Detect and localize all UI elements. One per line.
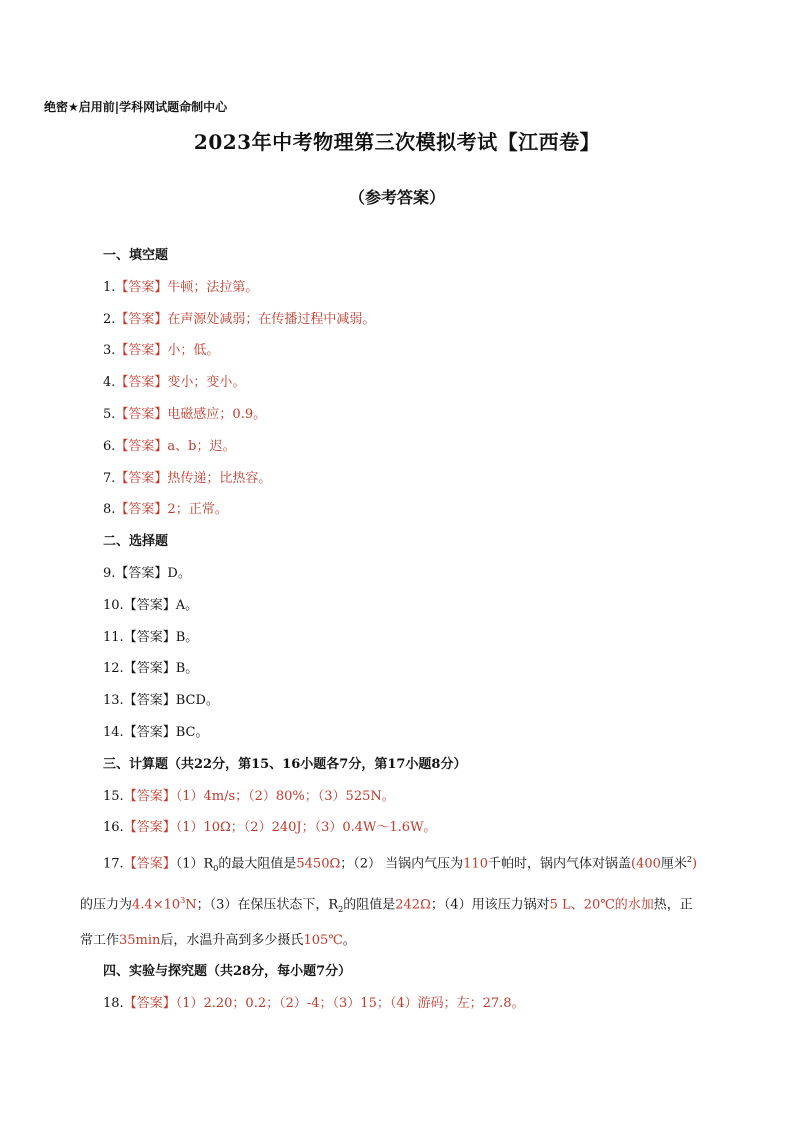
answer-value: ) [692,856,698,872]
answer-text-part: ；（2） 当锅内气压为 [340,856,464,872]
item-number: 15. [103,788,124,804]
answer-item-3 [103,335,715,367]
answer-text-part: 的压力为 [80,896,133,912]
section-heading-fill-blank: 一、填空题 [103,248,169,263]
answer-item-11 [103,622,715,654]
answer-value: 5450Ω [296,856,341,872]
answer-tag: 【答案】 [123,724,176,740]
answer-tag: 【答案】 [123,597,176,613]
answer-text-part: 的最大阻值是 [218,856,297,872]
answer-text: A。 [175,597,199,613]
page-subtitle: （参考答案） [348,188,445,207]
answer-text-part: ；（4）用该压力锅对 [430,896,550,912]
answer-tag: 【答案】 [115,406,168,422]
answer-text: 2；正常。 [167,502,228,518]
item-number: 14. [103,724,124,740]
answer-tag: 【答案】 [123,693,176,709]
answer-value: 5 L、20℃的水加 [549,896,654,912]
answer-text: （1）10Ω；（2）240J；（3）0.4W～1.6W。 [175,820,437,836]
answer-text: 小；低。 [167,343,220,359]
answer-text: 热传递；比热容。 [167,470,272,486]
item-number: 11. [103,629,124,645]
answer-tag: 【答案】 [115,502,168,518]
answer-text-part: 厘米 [660,856,687,872]
confidential-label: 绝密★启用前|学科网试题命制中心 [44,100,228,114]
answer-item-18 [103,988,715,1020]
answer-text: B。 [175,629,199,645]
item-number: 12. [103,661,124,677]
superscript: 3 [180,895,186,905]
item-number: 9. [103,565,116,581]
subscript: 2 [338,904,344,914]
section-heading-experiment: 四、实验与探究题（共28分，每小题7分） [103,964,352,980]
answer-value: 105℃ [303,932,343,948]
answer-tag: 【答案】 [115,565,168,581]
answer-item-4 [103,367,715,399]
item-number: 3. [103,343,116,359]
answer-tag: 【答案】 [115,438,168,454]
answer-tag: 【答案】 [123,996,176,1012]
item-number: 7. [103,470,116,486]
item-number: 6. [103,438,116,454]
section-heading-choice: 二、选择题 [103,534,169,550]
answer-tag: 【答案】 [115,279,168,295]
answer-tag: 【答案】 [123,820,176,836]
answer-text-part: （1）R [175,856,214,872]
answer-item-2 [103,304,715,336]
answer-text-part: 后，水温升高到多少摄氏 [160,932,304,948]
answer-text-part: 。 [342,932,356,948]
superscript: 2 [686,855,692,865]
item-number: 8. [103,502,116,518]
answer-item-17 [80,844,700,956]
answer-text: BCD。 [175,693,219,709]
answer-text: a、b；迟。 [167,438,236,454]
answer-item-16 [103,812,715,844]
answer-value: 110 [463,856,488,872]
answer-tag: 【答案】 [123,661,176,677]
answer-text-part: ；（3）在保压状态下，R [196,896,339,912]
answer-item-1 [103,272,715,304]
answer-item-9 [103,558,715,590]
answer-list [80,240,715,1020]
section-heading-calculation: 三、计算题（共22分，第15、16小题各7分，第17小题8分） [103,756,467,772]
answer-item-15 [103,781,715,813]
answer-text: （1）2.20；0.2；（2）-4；（3）15；（4）游码；左；27.8。 [175,996,525,1012]
answer-tag: 【答案】 [115,343,168,359]
answer-value: (400 [631,856,661,872]
answer-item-13 [103,685,715,717]
answer-text: 在声源处减弱；在传播过程中减弱。 [167,311,376,327]
answer-item-7 [103,463,715,495]
answer-text-part: 千帕时，锅内气体对锅盖 [487,856,631,872]
answer-value: 4.4×10 [132,896,181,912]
answer-tag: 【答案】 [115,311,168,327]
answer-tag: 【答案】 [115,375,168,391]
item-number: 10. [103,597,124,613]
answer-text: 变小；变小。 [167,375,246,391]
item-number: 4. [103,375,116,391]
answer-text: B。 [175,661,199,677]
item-number: 13. [103,693,124,709]
answer-text-part: 热，正常工作 [80,896,693,948]
answer-value: 242Ω [395,896,431,912]
answer-text: （1）4m/s；（2）80%；（3）525N。 [175,788,395,804]
item-number: 16. [103,820,124,836]
answer-value: N [185,896,197,912]
answer-text: D。 [167,565,191,581]
answer-text-part: 的阻值是 [343,896,396,912]
answer-item-14 [103,717,715,749]
answer-text: 电磁感应；0.9。 [167,406,267,422]
answer-text: 牛顿；法拉第。 [167,279,259,295]
answer-text: BC。 [175,724,209,740]
answer-item-5 [103,399,715,431]
answer-value: 35min [119,932,161,948]
subscript: 0 [213,864,219,874]
page-title: 2023年中考物理第三次模拟考试【江西卷】 [193,130,601,154]
answer-tag: 【答案】 [123,629,176,645]
answer-item-10 [103,590,715,622]
item-number: 1. [103,279,116,295]
item-number: 17. [103,856,124,872]
item-number: 2. [103,311,116,327]
answer-tag: 【答案】 [123,788,176,804]
answer-tag: 【答案】 [123,856,176,872]
item-number: 5. [103,406,116,422]
answer-item-6 [103,431,715,463]
answer-item-12 [103,653,715,685]
item-number: 18. [103,996,124,1012]
answer-tag: 【答案】 [115,470,168,486]
answer-item-8 [103,494,715,526]
